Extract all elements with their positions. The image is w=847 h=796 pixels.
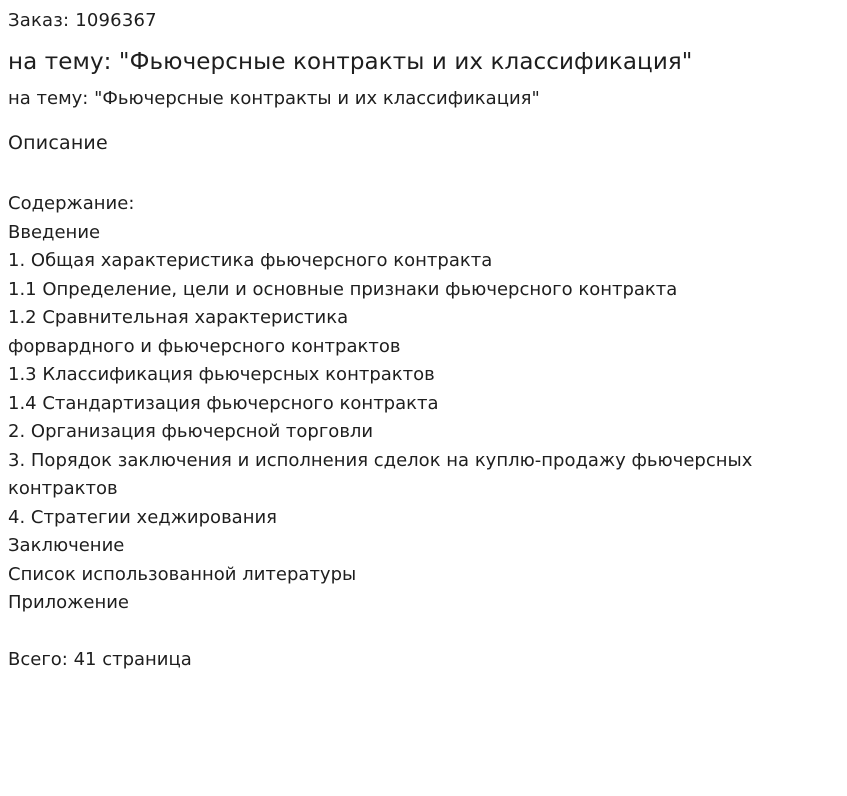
page-title: на тему: "Фьючерсные контракты и их классификация" — [8, 49, 693, 75]
page-subtitle: на тему: "Фьючерсные контракты и их классификация" — [8, 88, 540, 109]
toc-item: 1.2 Сравнительная характеристика — [8, 307, 349, 328]
toc-item: 3. Порядок заключения и исполнения сделок на куплю-продажу фьючерсных контрактов — [8, 449, 753, 499]
toc-item: Введение — [8, 221, 101, 243]
toc-item: 1. Общая характеристика фьючерсного контракта — [8, 250, 493, 271]
description-heading: Описание — [8, 132, 108, 154]
toc-item: 1.4 Стандартизация фьючерсного контракта — [8, 392, 439, 414]
page-count: Всего: 41 страница — [8, 649, 192, 670]
toc-item: 1.3 Классификация фьючерсных контрактов — [8, 364, 435, 385]
toc-item: 4. Стратегии хеджирования — [8, 506, 277, 528]
toc-item: 2. Организация фьючерсной торговли — [8, 421, 374, 442]
toc-heading: Содержание: — [8, 193, 135, 214]
toc-item: Список использованной литературы — [8, 563, 357, 585]
toc-item: Заключение — [8, 535, 125, 556]
toc-item: Приложение — [8, 592, 130, 613]
table-of-contents — [8, 190, 808, 618]
order-number: Заказ: 1096367 — [8, 10, 157, 31]
toc-item: форвардного и фьючерсного контрактов — [8, 335, 401, 357]
toc-item: 1.1 Определение, цели и основные признаки фьючерсного контракта — [8, 278, 678, 300]
